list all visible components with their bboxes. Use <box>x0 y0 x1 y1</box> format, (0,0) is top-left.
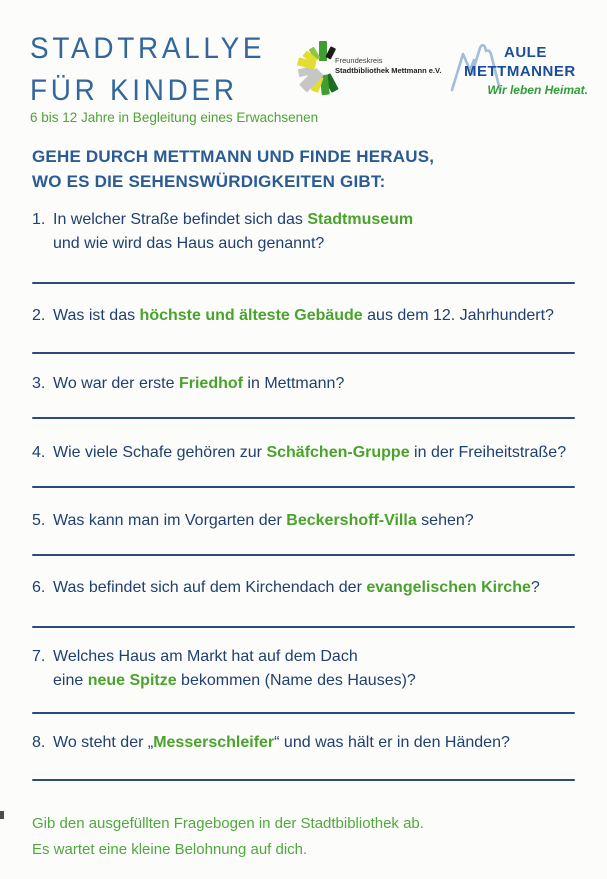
question-number: 1. <box>32 211 46 228</box>
intro-heading-line1: GEHE DURCH METTMANN UND FINDE HERAUS, <box>32 147 435 166</box>
question-number: 8. <box>32 734 46 751</box>
question-3 <box>32 372 607 396</box>
question-text: “ und was hält er in den Händen? <box>274 734 510 751</box>
page-title-line1: STADTRALLYE <box>30 32 266 65</box>
question-6 <box>32 576 607 600</box>
answer-blank-line <box>32 626 575 628</box>
keyword-highlight: Stadtmuseum <box>307 211 414 228</box>
question-text: eine <box>53 672 88 689</box>
question-text: Welches Haus am Markt hat auf dem Dach <box>53 648 358 665</box>
question-text: und wie wird das Haus auch genannt? <box>53 235 325 252</box>
answer-blank-line <box>32 779 575 781</box>
question-text: Was ist das <box>53 307 140 324</box>
intro-heading-line2: WO ES DIE SEHENSWÜRDIGKEITEN GIBT: <box>32 172 386 191</box>
answer-blank-line <box>32 282 575 284</box>
freundeskreis-logo <box>335 56 441 76</box>
scan-edge-artifact <box>0 811 4 819</box>
question-text: bekommen (Name des Hauses)? <box>176 672 416 689</box>
question-text: aus dem 12. Jahrhundert? <box>362 307 554 324</box>
freundeskreis-logo-line1: Freundeskreis <box>335 56 383 65</box>
question-8 <box>32 731 607 755</box>
question-number: 5. <box>32 512 46 529</box>
question-text: ? <box>530 579 540 596</box>
question-4 <box>32 441 607 465</box>
question-7 <box>32 645 607 693</box>
question-2 <box>32 304 607 328</box>
answer-blank-line <box>32 712 575 714</box>
question-text: Wo steht der „ <box>53 734 154 751</box>
page-title <box>30 28 265 112</box>
question-text: in der Freiheitstraße? <box>409 444 567 461</box>
footer-instruction: Gib den ausgefüllten Fragebogen in der Stadtbibliothek ab. <box>32 815 424 832</box>
keyword-highlight: Beckershoff-Villa <box>286 512 417 529</box>
question-number: 4. <box>32 444 46 461</box>
question-5 <box>32 509 607 533</box>
question-number: 6. <box>32 579 46 596</box>
question-text: In welcher Straße befindet sich das <box>53 211 308 228</box>
keyword-highlight: neue Spitze <box>87 672 177 689</box>
question-text: Wie viele Schafe gehören zur <box>53 444 267 461</box>
question-number: 3. <box>32 375 46 392</box>
question-text: sehen? <box>416 512 474 529</box>
answer-blank-line <box>32 486 575 488</box>
answer-blank-line <box>32 352 575 354</box>
keyword-highlight: höchste und älteste Gebäude <box>139 307 363 324</box>
question-text: Was kann man im Vorgarten der <box>53 512 287 529</box>
answer-blank-line <box>32 554 575 556</box>
freundeskreis-logo-line2: Stadtbibliothek Mettmann e.V. <box>335 66 442 75</box>
question-text: in Mettmann? <box>242 375 345 392</box>
question-1 <box>32 208 607 256</box>
aule-logo-tagline: Wir leben Heimat. <box>487 83 588 97</box>
aule-logo-line2: METTMANNER <box>464 63 576 80</box>
page-title-line2: FÜR KINDER <box>30 74 238 107</box>
keyword-highlight: Schäfchen-Gruppe <box>266 444 410 461</box>
answer-blank-line <box>32 417 575 419</box>
pinwheel-segment <box>319 41 327 61</box>
age-subtitle: 6 bis 12 Jahre in Begleitung eines Erwachsenen <box>30 110 319 125</box>
keyword-highlight: Friedhof <box>178 375 243 392</box>
aule-logo-line1: AULE <box>504 44 547 61</box>
keyword-highlight: evangelischen Kirche <box>366 579 531 596</box>
question-number: 2. <box>32 307 46 324</box>
intro-heading <box>32 144 434 194</box>
question-text: Wo war der erste <box>53 375 179 392</box>
keyword-highlight: Messerschleifer <box>153 734 275 751</box>
question-text: Was befindet sich auf dem Kirchendach der <box>53 579 367 596</box>
aule-mettmanner-logo <box>450 36 595 101</box>
footer-reward-note: Es wartet eine kleine Belohnung auf dich. <box>32 841 308 858</box>
question-number: 7. <box>32 648 46 665</box>
